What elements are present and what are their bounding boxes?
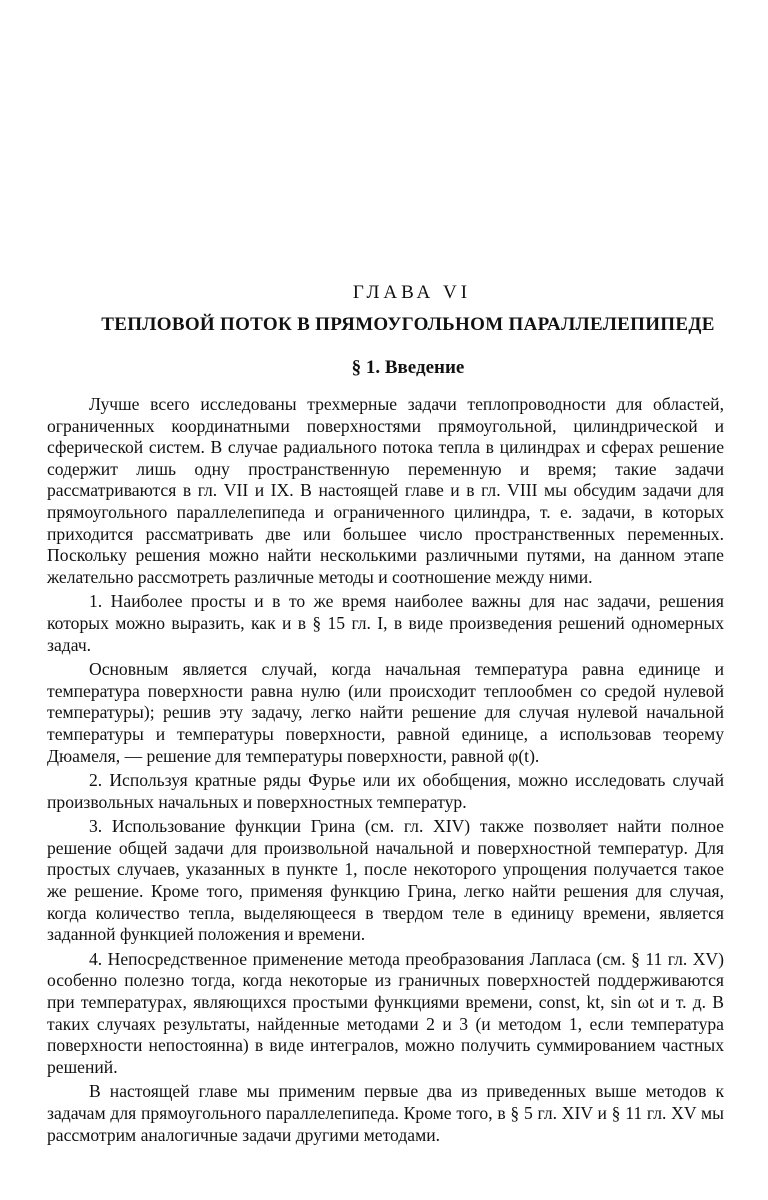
paragraph-basic-case: Основным является случай, когда начальная температура равна единице и температура поверхности равна нулю (или происходит теплообмен со средой нулевой температуры); решив эту задачу, легко найти решение для случая нулевой начальной температуры и температуры поверхности, равной единице, а использовав теорему Дюамеля, — решение для температуры поверхности, равной φ(t). — [47, 659, 724, 766]
paragraph-method-2: 2. Используя кратные ряды Фурье или их обобщения, можно исследовать случай произвольных начальных и поверхностных температур. — [47, 770, 724, 812]
paragraph-method-3: 3. Использование функции Грина (см. гл. XIV) также позволяет найти полное решение общей задачи для произвольной начальной и поверхностной температур. Для простых случаев, указанных в пункте 1, после некоторого упрощения получается такое же решение. Кроме того, применяя функцию Грина, легко найти решения для случая, когда количество тепла, выделяющееся в твердом теле в единицу времени, является заданной функцией положения и времени. — [47, 816, 724, 945]
paragraph-method-4: 4. Непосредственное применение метода преобразования Лапласа (см. § 11 гл. XV) особенно полезно тогда, когда некоторые из граничных поверхностей поддерживаются при температурах, являющихся простыми функциями времени, const, kt, sin ωt и т. д. В таких случаях результаты, найденные методами 2 и 3 (и методом 1, если температура поверхности непостоянна) в виде интегралов, можно получить суммированием частных решений. — [47, 948, 724, 1077]
paragraph-conclusion: В настоящей главе мы применим первые два из приведенных выше методов к задачам для прямоугольного параллелепипеда. Кроме того, в § 5 гл. XIV и § 11 гл. XV мы рассмотрим аналогичные задачи другими методами. — [47, 1081, 724, 1145]
paragraph-method-1: 1. Наиболее просты и в то же время наиболее важны для нас задачи, решения которых можно выразить, как и в § 15 гл. I, в виде произведения решений одномерных задач. — [47, 591, 724, 655]
body-text — [47, 394, 724, 1146]
section-title: § 1. Введение — [351, 357, 465, 378]
chapter-label: ГЛАВА VI — [352, 282, 472, 303]
chapter-title: ТЕПЛОВОЙ ПОТОК В ПРЯМОУГОЛЬНОМ ПАРАЛЛЕЛЕПИПЕДЕ — [101, 314, 715, 335]
paragraph-intro: Лучше всего исследованы трехмерные задачи теплопроводности для областей, ограниченных координатными поверхностями прямоугольной, цилиндрической и сферической систем. В случае радиального потока тепла в цилиндрах и сферах решение содержит лишь одну пространственную переменную и время; такие задачи рассматриваются в гл. VII и IX. В настоящей главе и в гл. VIII мы обсудим задачи для прямоугольного параллелепипеда и ограниченного цилиндра, т. е. задачи, в которых приходится рассматривать две или большее число пространственных переменных. Поскольку решения можно найти несколькими различными путями, на данном этапе желательно рассмотреть различные методы и соотношение между ними. — [47, 394, 724, 587]
